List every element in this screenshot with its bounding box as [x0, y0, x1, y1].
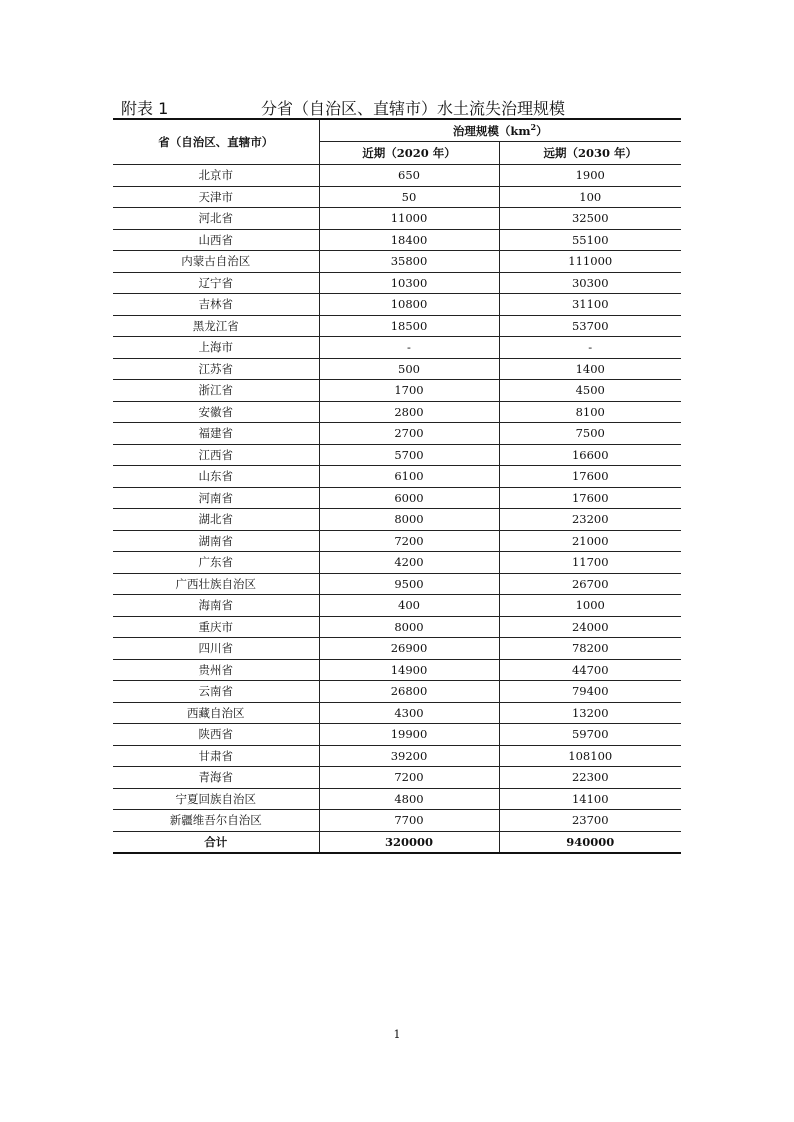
near-term-cell: 18400	[319, 229, 499, 251]
province-cell: 内蒙古自治区	[113, 251, 319, 273]
near-term-cell: 4200	[319, 552, 499, 574]
table-caption	[113, 94, 681, 118]
table-row	[113, 229, 681, 251]
table-row	[113, 208, 681, 230]
province-cell: 天津市	[113, 186, 319, 208]
province-cell: 广东省	[113, 552, 319, 574]
far-term-cell: 4500	[499, 380, 681, 402]
province-cell: 福建省	[113, 423, 319, 445]
province-cell: 江苏省	[113, 358, 319, 380]
far-term-cell: 108100	[499, 745, 681, 767]
near-term-cell: 8000	[319, 509, 499, 531]
table-body	[113, 165, 681, 832]
table-row	[113, 358, 681, 380]
province-cell: 青海省	[113, 767, 319, 789]
near-term-cell: 7700	[319, 810, 499, 832]
table-row	[113, 767, 681, 789]
province-cell: 云南省	[113, 681, 319, 703]
table-row	[113, 380, 681, 402]
near-term-cell: 11000	[319, 208, 499, 230]
far-term-cell: 24000	[499, 616, 681, 638]
table-row	[113, 745, 681, 767]
province-cell: 重庆市	[113, 616, 319, 638]
province-cell: 安徽省	[113, 401, 319, 423]
province-cell: 北京市	[113, 165, 319, 187]
scale-header-suffix: ）	[536, 124, 548, 139]
far-term-cell: 23700	[499, 810, 681, 832]
far-term-cell: 7500	[499, 423, 681, 445]
near-term-cell: 39200	[319, 745, 499, 767]
near-term-cell: 5700	[319, 444, 499, 466]
province-cell: 河北省	[113, 208, 319, 230]
near-term-cell: 2800	[319, 401, 499, 423]
province-cell: 西藏自治区	[113, 702, 319, 724]
far-term-cell: 17600	[499, 466, 681, 488]
table-row	[113, 788, 681, 810]
near-term-cell: 35800	[319, 251, 499, 273]
table-row	[113, 423, 681, 445]
table-row	[113, 337, 681, 359]
near-term-cell: 14900	[319, 659, 499, 681]
table-row	[113, 595, 681, 617]
far-term-cell: 32500	[499, 208, 681, 230]
far-term-cell: 22300	[499, 767, 681, 789]
far-term-cell: 44700	[499, 659, 681, 681]
table-row	[113, 294, 681, 316]
province-cell: 山西省	[113, 229, 319, 251]
near-term-cell: 4300	[319, 702, 499, 724]
far-term-cell: -	[499, 337, 681, 359]
near-term-cell: 650	[319, 165, 499, 187]
near-term-cell: 500	[319, 358, 499, 380]
scale-header-prefix: 治理规模（km	[452, 124, 531, 139]
total-row	[113, 831, 681, 853]
near-term-cell: 6000	[319, 487, 499, 509]
far-term-cell: 1900	[499, 165, 681, 187]
table-row	[113, 573, 681, 595]
scale-header-sup: 2	[530, 122, 537, 133]
table-row	[113, 552, 681, 574]
far-term-cell: 55100	[499, 229, 681, 251]
province-cell: 黑龙江省	[113, 315, 319, 337]
province-cell: 江西省	[113, 444, 319, 466]
table-row	[113, 810, 681, 832]
column-header-scale	[319, 119, 681, 142]
far-term-cell: 21000	[499, 530, 681, 552]
near-term-cell: 50	[319, 186, 499, 208]
page-number: 1	[393, 1028, 401, 1041]
near-term-cell: 26900	[319, 638, 499, 660]
near-term-cell: 4800	[319, 788, 499, 810]
far-term-cell: 59700	[499, 724, 681, 746]
far-term-cell: 111000	[499, 251, 681, 273]
near-term-cell: 7200	[319, 530, 499, 552]
table-row	[113, 702, 681, 724]
province-cell: 新疆维吾尔自治区	[113, 810, 319, 832]
province-cell: 海南省	[113, 595, 319, 617]
total-far: 940000	[499, 831, 681, 853]
far-term-cell: 14100	[499, 788, 681, 810]
caption-title: 分省（自治区、直辖市）水土流失治理规模	[261, 99, 566, 118]
far-term-cell: 78200	[499, 638, 681, 660]
near-term-cell: 9500	[319, 573, 499, 595]
table-row	[113, 186, 681, 208]
province-cell: 上海市	[113, 337, 319, 359]
far-term-cell: 26700	[499, 573, 681, 595]
governance-scale-table	[113, 118, 681, 854]
far-term-cell: 13200	[499, 702, 681, 724]
near-term-cell: 10300	[319, 272, 499, 294]
table-row	[113, 444, 681, 466]
near-term-cell: 400	[319, 595, 499, 617]
total-label: 合计	[113, 831, 319, 853]
far-term-cell: 11700	[499, 552, 681, 574]
far-term-cell: 31100	[499, 294, 681, 316]
province-cell: 甘肃省	[113, 745, 319, 767]
table-row	[113, 315, 681, 337]
far-term-cell: 16600	[499, 444, 681, 466]
province-cell: 湖北省	[113, 509, 319, 531]
near-term-cell: 2700	[319, 423, 499, 445]
province-cell: 宁夏回族自治区	[113, 788, 319, 810]
table-header	[113, 119, 681, 165]
near-term-cell: 19900	[319, 724, 499, 746]
table-row	[113, 509, 681, 531]
table-footer	[113, 831, 681, 853]
table-row	[113, 638, 681, 660]
column-header-province: 省（自治区、直辖市）	[113, 119, 319, 165]
table-row	[113, 530, 681, 552]
province-cell: 四川省	[113, 638, 319, 660]
far-term-cell: 100	[499, 186, 681, 208]
total-near: 320000	[319, 831, 499, 853]
table-row	[113, 251, 681, 273]
province-cell: 山东省	[113, 466, 319, 488]
province-cell: 河南省	[113, 487, 319, 509]
far-term-cell: 23200	[499, 509, 681, 531]
far-term-cell: 8100	[499, 401, 681, 423]
far-term-cell: 79400	[499, 681, 681, 703]
far-term-cell: 1400	[499, 358, 681, 380]
province-cell: 陕西省	[113, 724, 319, 746]
column-header-far: 远期（2030 年）	[499, 142, 681, 165]
table-row	[113, 165, 681, 187]
province-cell: 贵州省	[113, 659, 319, 681]
near-term-cell: 26800	[319, 681, 499, 703]
near-term-cell: 6100	[319, 466, 499, 488]
far-term-cell: 53700	[499, 315, 681, 337]
table-row	[113, 681, 681, 703]
near-term-cell: 8000	[319, 616, 499, 638]
column-header-near: 近期（2020 年）	[319, 142, 499, 165]
near-term-cell: 10800	[319, 294, 499, 316]
far-term-cell: 30300	[499, 272, 681, 294]
near-term-cell: 1700	[319, 380, 499, 402]
near-term-cell: 7200	[319, 767, 499, 789]
near-term-cell: -	[319, 337, 499, 359]
province-cell: 广西壮族自治区	[113, 573, 319, 595]
table-row	[113, 616, 681, 638]
near-term-cell: 18500	[319, 315, 499, 337]
province-cell: 湖南省	[113, 530, 319, 552]
table-row	[113, 659, 681, 681]
table-row	[113, 724, 681, 746]
far-term-cell: 1000	[499, 595, 681, 617]
table-row	[113, 466, 681, 488]
far-term-cell: 17600	[499, 487, 681, 509]
caption-label: 附表 1	[121, 99, 169, 118]
table-row	[113, 272, 681, 294]
province-cell: 吉林省	[113, 294, 319, 316]
table-row	[113, 401, 681, 423]
province-cell: 浙江省	[113, 380, 319, 402]
table-row	[113, 487, 681, 509]
province-cell: 辽宁省	[113, 272, 319, 294]
